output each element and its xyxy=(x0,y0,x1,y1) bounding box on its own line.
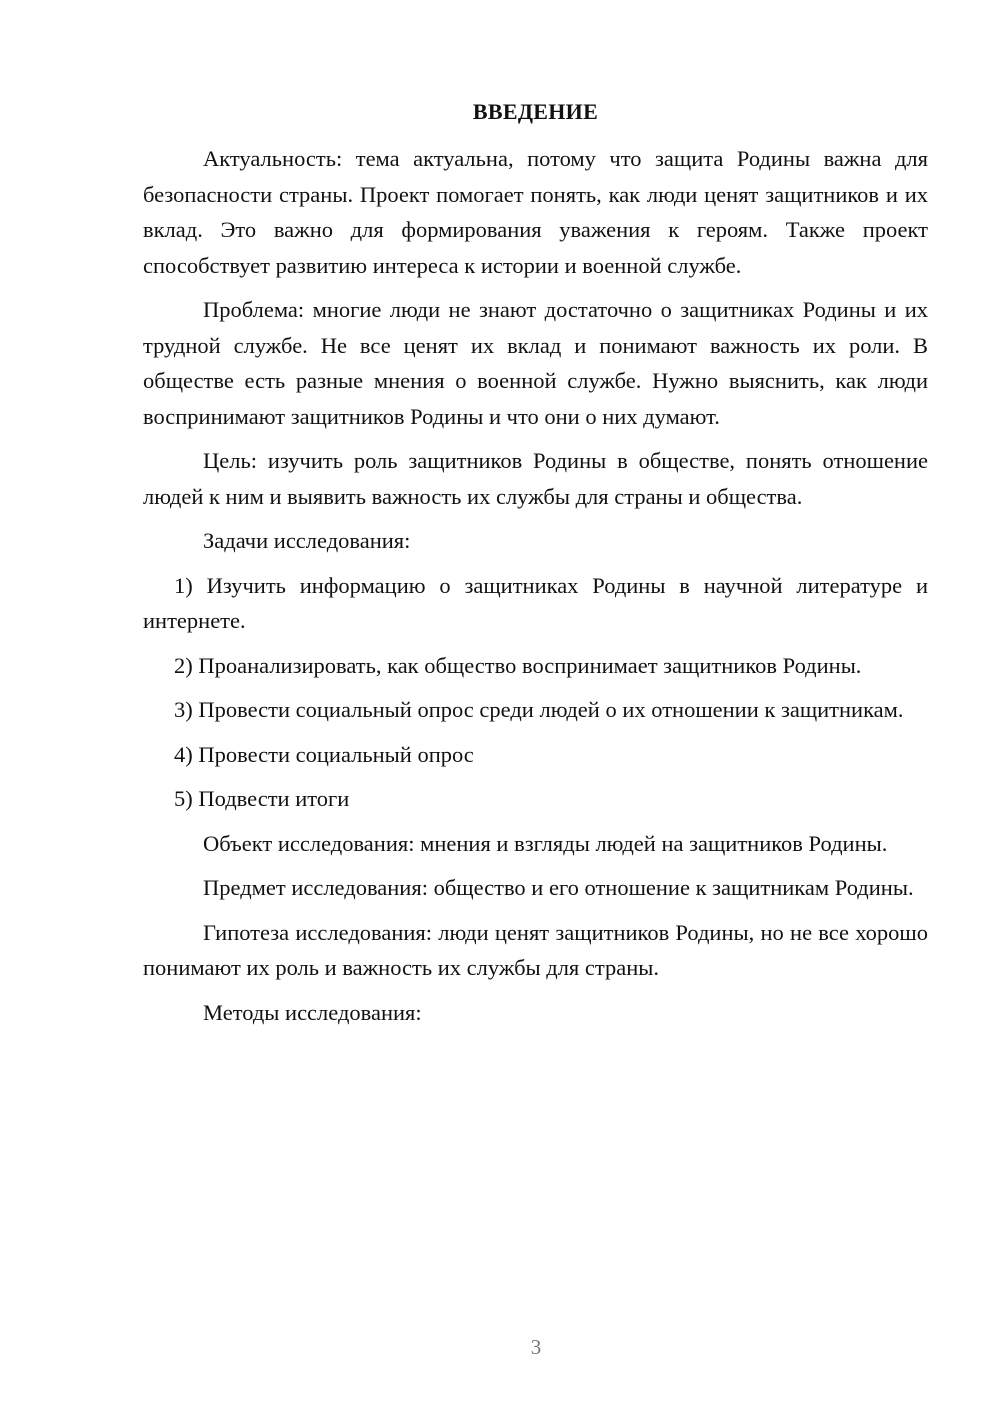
section-title: ВВЕДЕНИЕ xyxy=(472,99,599,124)
paragraph-subject: Предмет исследования: общество и его отношение к защитникам Родины. xyxy=(203,875,914,900)
paragraph-hypothesis: Гипотеза исследования: люди ценят защитников Родины, но не все хорошо понимают их роль и важность их службы для страны. xyxy=(143,919,928,980)
paragraph-goal: Цель: изучить роль защитников Родины в обществе, понять отношение людей к ним и выявить важность их службы для страны и общества. xyxy=(143,448,928,509)
task-item: 2) Проанализировать, как общество воспринимает защитников Родины. xyxy=(174,652,862,678)
paragraph-methods: Методы исследования: xyxy=(203,999,422,1025)
task-item: 3) Провести социальный опрос среди людей о их отношении к защитникам. xyxy=(174,697,904,722)
page-content xyxy=(143,94,928,1039)
paragraph-object: Объект исследования: мнения и взгляды людей на защитников Родины. xyxy=(203,830,888,856)
task-item: 4) Провести социальный опрос xyxy=(174,741,474,767)
paragraph-problem: Проблема: многие люди не знают достаточно о защитниках Родины и их трудной службе. Не все ценят их вклад и понимают важность их роли. В обществе есть разные мнения о военной службе. Нужно выяснить, как люди воспринимают защитников Родины и что они о них думают. xyxy=(143,297,928,429)
task-item: 5) Подвести итоги xyxy=(174,786,350,811)
paragraph-relevance: Актуальность: тема актуальна, потому что защита Родины важна для безопасности страны. Проект помогает понять, как люди ценят защитников и их вклад. Это важно для формирования уважения к героям. Также проект способствует развитию интереса к истории и военной службе. xyxy=(143,146,928,278)
task-item: 1) Изучить информацию о защитниках Родины в научной литературе и интернете. xyxy=(143,572,928,633)
tasks-heading: Задачи исследования: xyxy=(203,528,411,553)
page-number: 3 xyxy=(530,1335,542,1359)
